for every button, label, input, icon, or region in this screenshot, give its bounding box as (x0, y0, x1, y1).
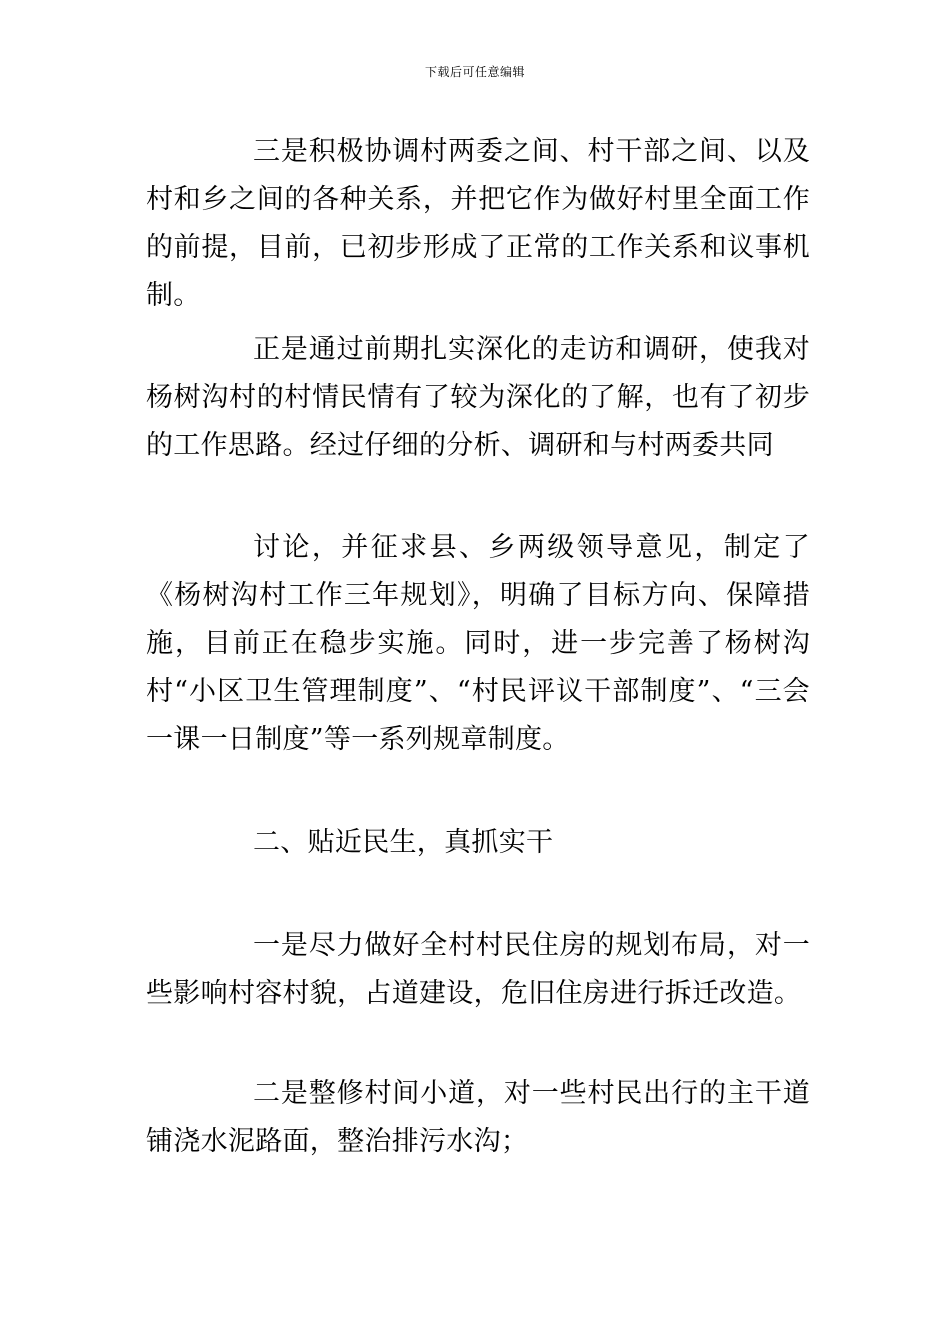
page-header: 下载后可任意编辑 (424, 65, 525, 79)
paragraph-housing: 一是尽力做好全村村民住房的规划布局，对一些影响村容村貌，占道建设，危旧住房进行拆迁改造。 (146, 930, 810, 1009)
paragraph-research: 正是通过前期扎实深化的走访和调研，使我对杨树沟村的村情民情有了较为深化的了解，也有了初步的工作思路。经过仔细的分析、调研和与村两委共同 (146, 334, 810, 461)
section-heading: 二、贴近民生，真抓实干 (253, 827, 554, 858)
paragraph-roads: 二是整修村间小道，对一些村民出行的主干道铺浇水泥路面，整治排污水沟； (146, 1078, 810, 1157)
paragraph-planning: 讨论，并征求县、乡两级领导意见，制定了《杨树沟村工作三年规划》，明确了目标方向、保障措施，目前正在稳步实施。同时，进一步完善了杨树沟村“小区卫生管理制度”、“村民评议干部制度”、“三会一课一日制度”等一系列规章制度。 (146, 532, 810, 755)
paragraph-coordination: 三是积极协调村两委之间、村干部之间、以及村和乡之间的各种关系，并把它作为做好村里全面工作的前提，目前，已初步形成了正常的工作关系和议事机制。 (146, 136, 810, 311)
